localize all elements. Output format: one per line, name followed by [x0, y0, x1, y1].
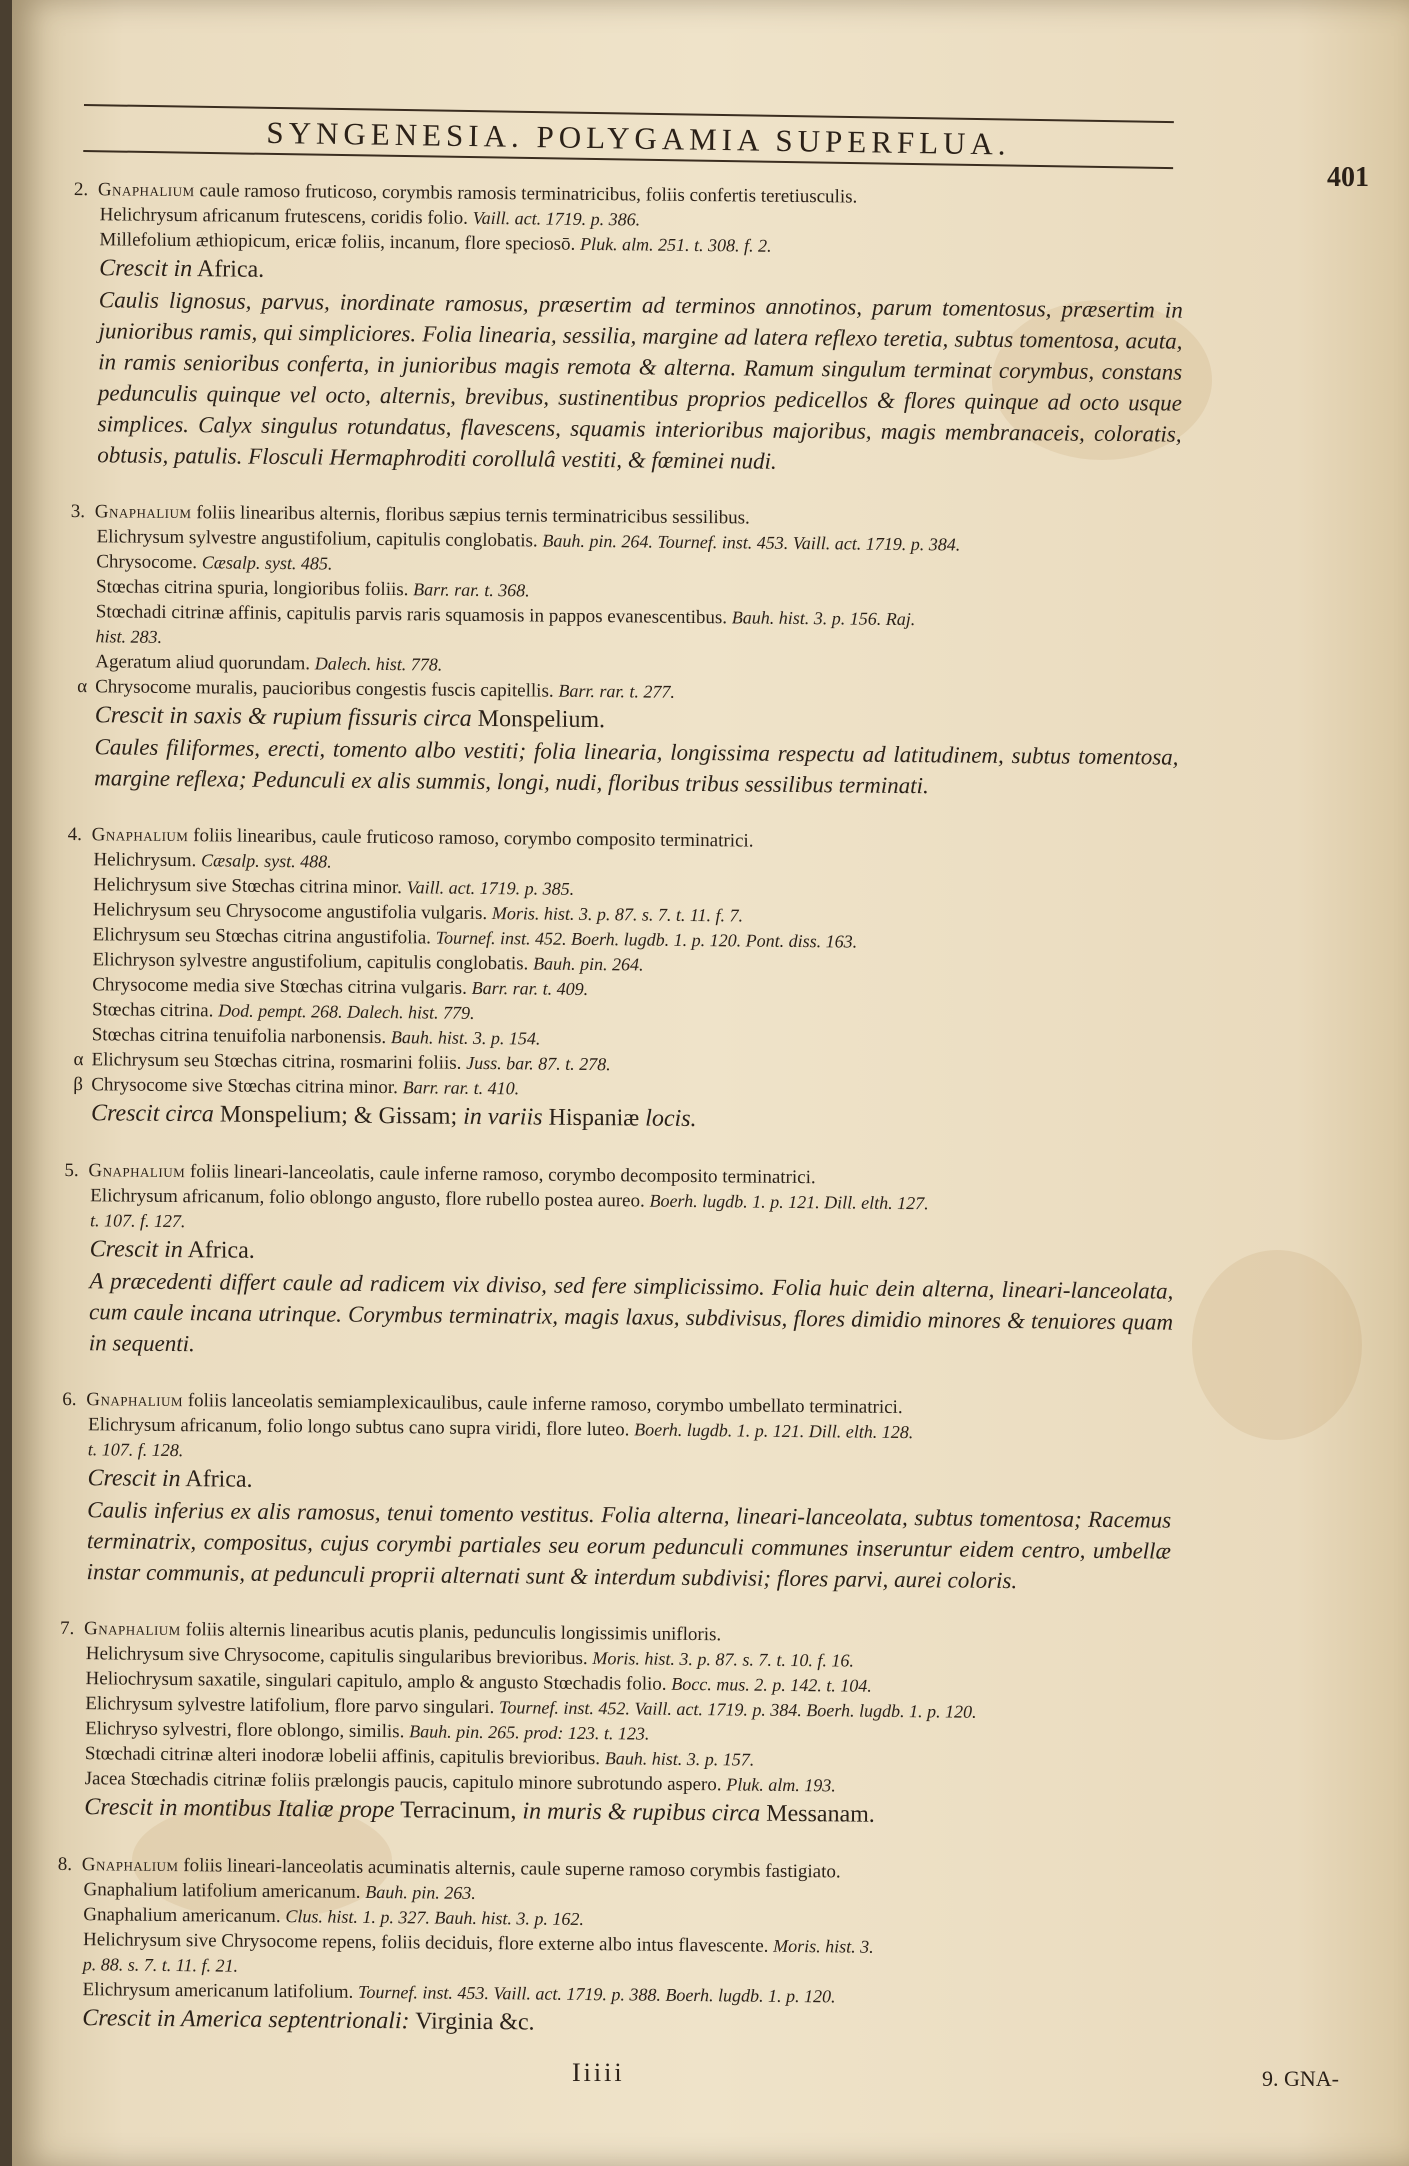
- habitat-place: Africa.: [187, 1237, 255, 1264]
- species-number: 6.: [62, 1388, 77, 1411]
- signature-mark: Iiiii: [572, 2058, 625, 2087]
- line-text: Helichrysum seu Chrysocome angustifolia vulgaris.: [92, 899, 488, 924]
- citation: Vaill. act. 1719. p. 385.: [406, 877, 575, 899]
- line-text: Heliochrysum saxatile, singulari capitulo, amplo & angusto Stœchadis folio.: [85, 1668, 667, 1695]
- species-number: 3.: [70, 500, 86, 523]
- citation: Bauh. hist. 3. p. 156. Raj.: [731, 607, 916, 630]
- citation: t. 107. f. 127.: [89, 1210, 186, 1232]
- citation: Barr. rar. t. 368.: [413, 579, 530, 601]
- citation: Boerh. lugdb. 1. p. 121. Dill. elth. 127.: [649, 1190, 929, 1214]
- habitat-tail: in muris & rupibus circa: [522, 1798, 761, 1827]
- habitat-tail: in variis: [463, 1103, 543, 1131]
- species-description: A præcedenti differt caule ad radicem vix diviso, sed fere simplicissimo. Folia huic dein alterna, lineari-lanceolata, cum caule incana utrinque. Corymbus terminatrix, magis laxus, subdivisus, flores dimidio minores & tenuiores quam in sequenti.: [88, 1268, 1174, 1357]
- citation: Bauh. hist. 3. p. 154.: [390, 1027, 541, 1049]
- line-text: Helichrysum africanum frutescens, coridis folio.: [99, 204, 469, 229]
- habitat-place: Virginia &c.: [415, 2008, 535, 2036]
- line-text: Gnaphalium americanum.: [83, 1904, 281, 1928]
- line-text: foliis lanceolatis semiamplexicaulibus, caule inferne ramoso, corymbo umbellato terminatrici.: [187, 1390, 903, 1419]
- genus-name: Gnaphalium: [88, 1160, 186, 1183]
- line-text: foliis linearibus, caule fruticoso ramoso, corymbo composito terminatrici.: [193, 825, 754, 852]
- citation: Bauh. hist. 3. p. 157.: [604, 1748, 755, 1770]
- citation: Juss. bar. 87. t. 278.: [466, 1052, 611, 1075]
- line-text: foliis lineari-lanceolatis acuminatis alternis, caule superne ramoso corymbis fastigiato.: [183, 1855, 841, 1883]
- habitat-lead: Crescit in: [99, 255, 193, 283]
- species-number: 8.: [57, 1853, 73, 1876]
- citation: hist. 283.: [95, 626, 163, 647]
- habitat-lead: Crescit in: [89, 1236, 183, 1264]
- citation: Moris. hist. 3. p. 87. s. 7. t. 10. f. 16.: [592, 1648, 855, 1671]
- line-text: foliis alternis linearibus acutis planis, pedunculis longissimis unifloris.: [185, 1619, 722, 1646]
- habitat-tail-place: Messanam.: [766, 1800, 875, 1828]
- line-text: Elichrysum seu Stœchas citrina angustifolia.: [92, 924, 432, 949]
- species-entry: [68, 500, 1181, 804]
- citation: Bauh. pin. 265. prod: 123. t. 123.: [409, 1721, 650, 1744]
- habitat-tail-place: Hispaniæ: [548, 1104, 640, 1132]
- species-entry: [58, 1617, 1170, 1834]
- line-text: Elichrysum americanum latifolium.: [82, 1979, 354, 2003]
- species-entry: [56, 1853, 1168, 2045]
- line-text: Helichrysum sive Stœchas citrina minor.: [93, 874, 403, 899]
- habitat-place: Monspelium.: [477, 705, 606, 734]
- habitat-lead: Crescit in America septentrionali:: [82, 2005, 410, 2035]
- citation: Dod. pempt. 268. Dalech. hist. 779.: [218, 1000, 475, 1023]
- line-text: Stœchadi citrinæ alteri inodoræ lobelii affinis, capitulis brevioribus.: [84, 1743, 601, 1770]
- citation: Tournef. inst. 452. Vaill. act. 1719. p. 384. Boerh. lugdb. 1. p. 120.: [498, 1697, 977, 1722]
- line-text: Stœchadi citrinæ affinis, capitulis parvis raris squamosis in pappos evanescentibus.: [95, 601, 728, 629]
- paper-stain: [1192, 1250, 1362, 1440]
- habitat-place: Africa.: [196, 256, 265, 283]
- species-entry: [65, 823, 1178, 1140]
- line-text: Elichryso sylvestri, flore oblongo, similis.: [85, 1718, 405, 1743]
- catchword: 9. GNA-: [1262, 2066, 1339, 2091]
- header-title: SYNGENESIA. POLYGAMIA SUPERFLUA.: [266, 114, 1011, 162]
- habitat-place: Monspelium; & Gissam;: [219, 1101, 458, 1130]
- line-text: Chrysocome sive Stœchas citrina minor.: [91, 1074, 398, 1099]
- line-text: Stœchas citrina spuria, longioribus foliis.: [95, 576, 409, 601]
- book-page: [12, 0, 1409, 2166]
- line-text: Millefolium æthiopicum, ericæ foliis, incanum, flore speciosō.: [99, 229, 576, 255]
- line-text: Jacea Stœchadis citrinæ foliis prælongis paucis, capitulo minore subrotundo aspero.: [84, 1768, 722, 1796]
- line-text: Elichrysum sylvestre latifolium, flore parvo singulari.: [85, 1693, 495, 1719]
- page-number: 401: [1327, 162, 1369, 193]
- species-number: 2.: [73, 178, 89, 201]
- habitat-place: Africa.: [185, 1466, 253, 1493]
- habitat-place: Terracinum,: [400, 1797, 517, 1825]
- line-text: Elichrysum africanum, folio longo subtus cano supra viridi, flore luteo.: [87, 1414, 630, 1441]
- citation: Cæsalp. syst. 485.: [201, 552, 333, 574]
- habitat-lead: Crescit in saxis & rupium fissuris circa: [94, 702, 472, 732]
- citation: p. 88. s. 7. t. 11. f. 21.: [82, 1954, 239, 1976]
- genus-name: Gnaphalium: [94, 501, 192, 524]
- page-content: [56, 178, 1184, 2075]
- line-text: Gnaphalium latifolium americanum.: [83, 1879, 361, 1903]
- citation: t. 107. f. 128.: [87, 1439, 184, 1461]
- citation: Barr. rar. t. 277.: [558, 680, 676, 702]
- citation: Boerh. lugdb. 1. p. 121. Dill. elth. 128.: [634, 1419, 914, 1443]
- citation: Tournef. inst. 453. Vaill. act. 1719. p. 388. Boerh. lugdb. 1. p. 120.: [357, 1981, 836, 2007]
- line-text: Helichrysum sive Chrysocome repens, foliis deciduis, flore externe albo intus flavescente.: [82, 1929, 769, 1957]
- variety-mark: α: [73, 1049, 84, 1071]
- line-text: Stœchas citrina tenuifolia narbonensis.: [91, 1024, 387, 1049]
- species-number: 4.: [67, 823, 83, 846]
- habitat-tail-end: locis.: [645, 1105, 697, 1133]
- line-text: caule ramoso fruticoso, corymbis ramosis terminatricibus, foliis confertis teretiusculis.: [199, 180, 858, 208]
- citation: Clus. hist. 1. p. 327. Bauh. hist. 3. p. 162.: [285, 1906, 585, 1929]
- species-description: Caulis inferius ex alis ramosus, tenui tomento vestitus. Folia alterna, lineari-lanceolata, subtus tomentosa; Racemus terminatrix, compositus, cujus corymbi partiales seu eorum pedunculi communes inseruntur eidem centro, umbellæ instar communis, at pedunculi proprii alternati sunt & interdum subdivisi; flores parvi, aurei coloris.: [86, 1497, 1172, 1594]
- genus-name: Gnaphalium: [83, 1618, 181, 1641]
- citation: Bauh. pin. 264.: [533, 953, 644, 975]
- genus-name: Gnaphalium: [91, 824, 189, 847]
- citation: Tournef. inst. 452. Boerh. lugdb. 1. p. 120. Pont. diss. 163.: [435, 927, 858, 952]
- citation: Moris. hist. 3. p. 87. s. 7. t. 11. f. 7.: [491, 903, 744, 926]
- line-text: Helichrysum sive Chrysocome, capitulis singularibus brevioribus.: [85, 1643, 588, 1669]
- running-header: [83, 104, 1174, 169]
- habitat-lead: Crescit in: [87, 1465, 181, 1493]
- citation: Dalech. hist. 778.: [314, 653, 443, 675]
- genus-name: Gnaphalium: [81, 1854, 179, 1877]
- variety-mark: β: [73, 1074, 84, 1096]
- line-text: Elichrysum africanum, folio oblongo angusto, flore rubello postea aureo.: [90, 1185, 645, 1212]
- citation: Pluk. alm. 193.: [726, 1774, 836, 1796]
- citation: Bauh. pin. 264. Tournef. inst. 453. Vaill. act. 1719. p. 384.: [542, 530, 961, 555]
- habitat-lead: Crescit circa: [90, 1100, 215, 1128]
- line-text: Elichrysum seu Stœchas citrina, rosmarini foliis.: [91, 1049, 462, 1074]
- line-text: Chrysocome.: [96, 551, 198, 574]
- line-text: foliis lineari-lanceolatis, caule inferne ramoso, corymbo decomposito terminatrici.: [189, 1161, 816, 1189]
- species-number: 5.: [64, 1159, 79, 1182]
- citation: Moris. hist. 3.: [773, 1935, 874, 1957]
- citation: Vaill. act. 1719. p. 386.: [472, 207, 641, 230]
- line-text: Stœchas citrina.: [91, 999, 214, 1022]
- citation: Bocc. mus. 2. p. 142. t. 104.: [671, 1673, 872, 1696]
- line-text: Helichrysum.: [93, 849, 197, 872]
- line-text: Chrysocome muralis, paucioribus congestis fuscis capitellis.: [95, 676, 554, 702]
- line-text: foliis linearibus alternis, floribus sæpius ternis terminatricibus sessilibus.: [196, 502, 750, 529]
- species-entry: [71, 178, 1184, 481]
- genus-name: Gnaphalium: [97, 179, 195, 202]
- citation: Bauh. pin. 263.: [365, 1881, 476, 1903]
- citation: Cæsalp. syst. 488.: [201, 850, 332, 872]
- line-text: Chrysocome media sive Stœchas citrina vulgaris.: [92, 974, 467, 999]
- species-description: Caulis lignosus, parvus, inordinate ramosus, præsertim ad terminos annotinos, parum tomentosus, præsertim in junioribus ramis, qui simpliciores. Folia linearia, sessilia, margine ad latera reflexo teretia, subtus tomentosa, acuta, in ramis senioribus conferta, in junioribus magis remota & alterna. Ramum singulum terminat corymbus, constans pedunculis quinque vel octo, alternis, brevibus, sustinentibus proprios pedicellos & flores quinque ad octo usque simplices. Calyx singulus rotundatus, flavescens, squamis interioribus majoribus, magis membranaceis, coloratis, obtusis, patulis. Flosculi Hermaphroditi corollulâ vestiti, & fœminei nudi.: [97, 287, 1183, 474]
- variety-mark: α: [77, 676, 88, 698]
- citation: Barr. rar. t. 409.: [471, 977, 589, 999]
- species-number: 7.: [59, 1617, 75, 1640]
- citation: Barr. rar. t. 410.: [402, 1077, 520, 1099]
- species-description: Caules filiformes, erecti, tomento albo vestiti; folia linearia, longissima respectu ad latitudinem, subtus tomentosa, margine reflexa; Pedunculi ex alis summis, longi, nudi, floribus tribus sessilibus terminati.: [94, 734, 1179, 799]
- line-text: Elichryson sylvestre angustifolium, capitulis conglobatis.: [92, 949, 529, 975]
- species-entry: [60, 1388, 1172, 1598]
- habitat-lead: Crescit in montibus Italiæ prope: [84, 1794, 395, 1824]
- species-entry: [63, 1159, 1175, 1369]
- citation: Pluk. alm. 251. t. 308. f. 2.: [580, 233, 772, 256]
- line-text: Elichrysum sylvestre angustifolium, capitulis conglobatis.: [96, 526, 538, 552]
- genus-name: Gnaphalium: [86, 1389, 184, 1412]
- line-text: Ageratum aliud quorundam.: [95, 651, 311, 675]
